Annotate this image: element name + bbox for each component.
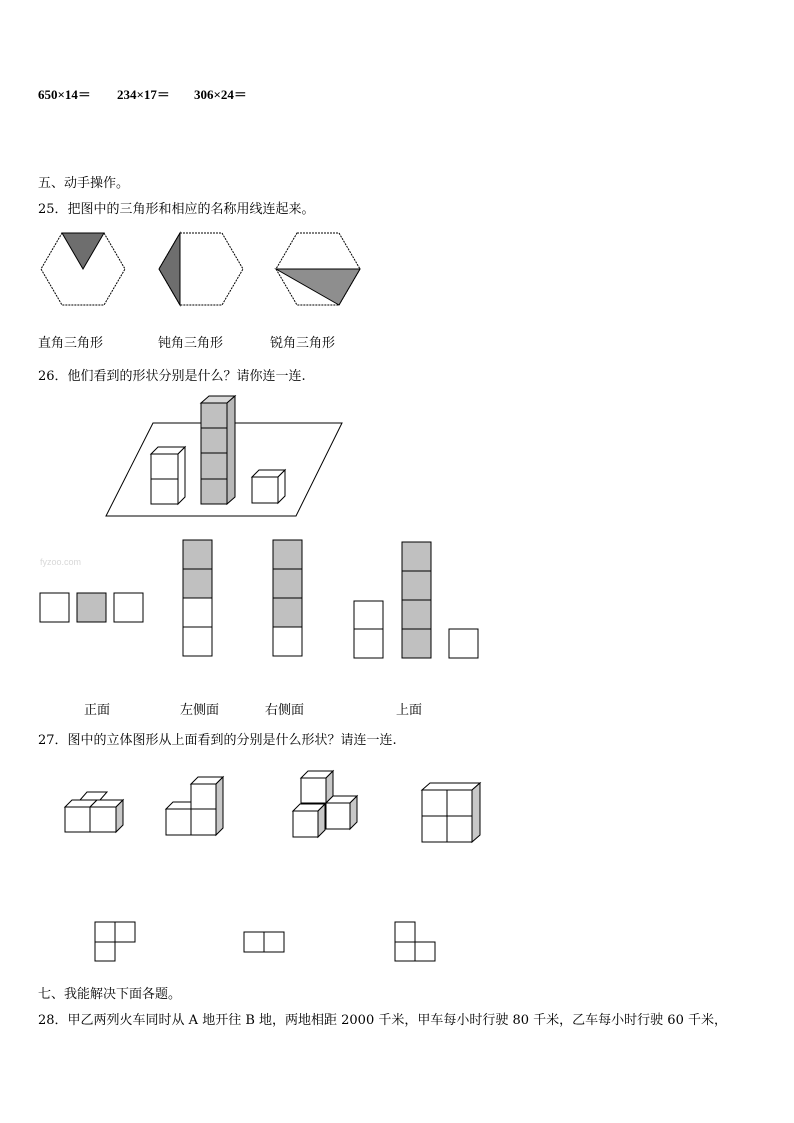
top-view-1 [95,922,135,961]
q26-label-front: 正面 [84,703,111,718]
q25-label-right: 直角三角形 [38,336,104,351]
q28-text: 28．甲乙两列火车同时从 A 地开往 B 地，两地相距 2000 千米，甲车每小时行驶 80 千米，乙车每小时行驶 60 千米， [38,1013,727,1028]
section-5-title: 五、动手操作。 [38,176,130,191]
q27-text: 27．图中的立体图形从上面看到的分别是什么形状？请连一连. [38,733,397,748]
q26-label-right: 右侧面 [265,703,305,718]
section-7-title: 七、我能解决下面各题。 [38,987,182,1002]
q25-label-obtuse: 钝角三角形 [158,336,224,351]
watermark: fyzoo.com [40,557,82,567]
q26-label-top: 上面 [396,703,423,718]
q25-text: 25．把图中的三角形和相应的名称用线连起来。 [38,202,315,217]
top-view-3 [395,922,435,961]
top-view-2 [244,932,284,952]
q25-label-acute: 锐角三角形 [270,336,336,351]
q26-text: 26．他们看到的形状分别是什么？请你连一连. [38,369,306,384]
q26-label-left: 左侧面 [180,703,220,718]
calc-item-2: 234×17＝ [117,87,170,102]
calc-item-1: 650×14＝ [38,87,91,102]
calc-item-3: 306×24＝ [194,87,247,102]
